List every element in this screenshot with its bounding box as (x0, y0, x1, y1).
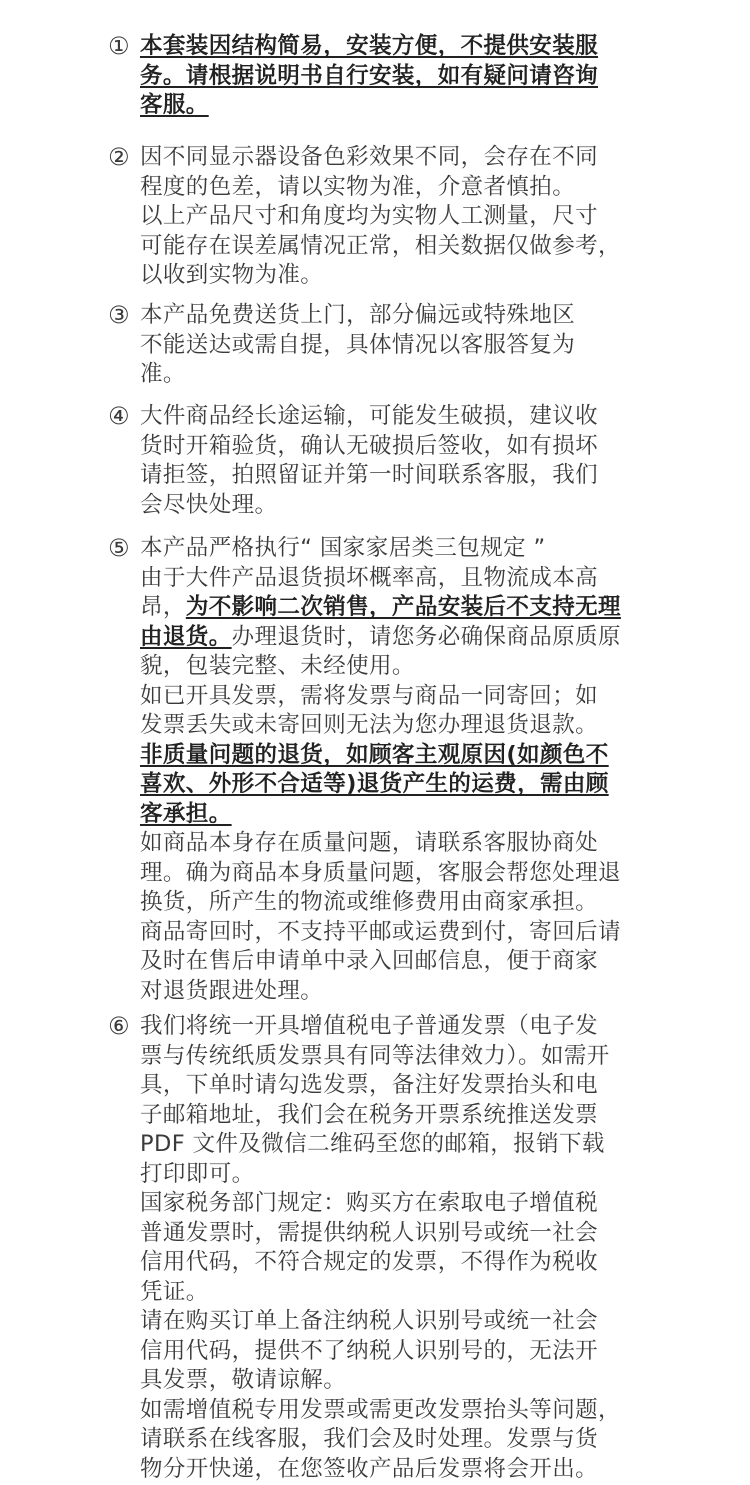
text-line (108, 1130, 668, 1160)
text-segment: 我们将统一开具增值税电子普通发票（电子发 (140, 1013, 599, 1039)
text-line (108, 593, 668, 623)
text-segment: 程度的色差，请以实物为准，介意者慎拍。 (140, 173, 576, 200)
notice-item-color-difference (108, 143, 668, 291)
text-line (108, 947, 668, 977)
item-number: ③ (108, 301, 130, 329)
item-text (108, 143, 668, 291)
item-text (108, 534, 668, 1006)
text-line (108, 1012, 668, 1042)
text-segment: 货时开箱验货，确认无破损后签收，如有损坏 (140, 432, 599, 459)
emphasized-text: 客服。 (140, 92, 209, 118)
emphasized-text: 由退货。 (140, 623, 232, 650)
text-line (108, 800, 668, 830)
text-line (108, 32, 668, 62)
notice-item-transport-damage (108, 402, 668, 520)
item-text (108, 301, 668, 390)
text-line (108, 859, 668, 889)
text-line (108, 432, 668, 462)
text-segment: 如需增值税专用发票或需更改发票抬头等问题， (140, 1396, 621, 1423)
text-segment: 由于大件产品退货损坏概率高，且物流成本高 (140, 564, 599, 591)
text-line (108, 623, 668, 653)
text-segment: 商品寄回时，不支持平邮或运费到付，寄回后请 (140, 918, 621, 945)
text-segment: 子邮箱地址，我们会在税务开票系统推送发票 (140, 1101, 599, 1128)
text-line (108, 564, 668, 594)
text-line (108, 491, 668, 521)
text-line (108, 301, 668, 331)
text-line (108, 261, 668, 291)
text-line (108, 1160, 668, 1190)
text-line (108, 202, 668, 232)
text-segment: 国家税务部门规定：购买方在索取电子增值税 (140, 1190, 599, 1216)
emphasized-text: 客承担。 (140, 800, 232, 827)
text-segment: 本产品严格执行“ 国家家居类三包规定 ” (140, 535, 546, 561)
item-number: ④ (108, 402, 130, 430)
text-line (108, 888, 668, 918)
text-segment: 因不同显示器设备色彩效果不同，会存在不同 (140, 144, 599, 170)
text-segment: 貌，包装完整、未经使用。 (140, 653, 415, 679)
text-line (108, 918, 668, 948)
text-line (108, 1455, 668, 1485)
item-number: ⑤ (108, 534, 130, 562)
text-line (108, 711, 668, 741)
item-text (108, 1012, 668, 1484)
item-text (108, 402, 668, 520)
text-line (108, 1396, 668, 1426)
text-segment: 以收到实物为准。 (140, 262, 324, 288)
text-segment: 打印即可。 (140, 1160, 255, 1187)
notice-item-invoice (108, 1012, 668, 1484)
emphasized-text: 本套装因结构简易，安装方便，不提供安装服 (140, 33, 599, 59)
text-line (108, 1307, 668, 1337)
text-line (108, 143, 668, 173)
text-segment: 对退货跟进处理。 (140, 977, 324, 1004)
text-segment: 办理退货时，请您务必确保商品原质原 (231, 623, 621, 650)
item-number: ⑥ (108, 1012, 130, 1040)
text-line (108, 1101, 668, 1131)
text-segment: 请联系在线客服，我们会及时处理。发票与货 (140, 1426, 599, 1452)
text-segment: 不能送达或需自提，具体情况以客服答复为 (140, 331, 576, 358)
text-segment: 发票丢失或未寄回则无法为您办理退货退款。 (140, 712, 599, 738)
text-line (108, 682, 668, 712)
text-segment: 具，下单时请勾选发票，备注好发票抬头和电 (140, 1072, 599, 1098)
text-segment: 准。 (140, 361, 186, 387)
text-segment: 如已开具发票，需将发票与商品一同寄回；如 (140, 682, 599, 709)
text-segment: 理。确为商品本身质量问题，客服会帮您处理退 (140, 859, 621, 886)
text-line (108, 977, 668, 1007)
text-line (108, 1248, 668, 1278)
text-line (108, 331, 668, 361)
emphasized-text: 为不影响二次销售，产品安装后不支持无理 (185, 594, 621, 620)
emphasized-text: 非质量问题的退货，如顾客主观原因(如颜色不 (140, 741, 609, 768)
item-number: ② (108, 143, 130, 171)
text-segment: 大件商品经长途运输，可能发生破损，建议收 (140, 403, 599, 429)
text-line (108, 232, 668, 262)
text-line (108, 173, 668, 203)
text-segment: 本产品免费送货上门，部分偏远或特殊地区 (140, 302, 576, 328)
text-line (108, 1219, 668, 1249)
text-segment: 信用代码，不符合规定的发票，不得作为税收 (140, 1249, 599, 1275)
text-line (108, 1071, 668, 1101)
text-line (108, 1366, 668, 1396)
emphasized-text: 务。请根据说明书自行安装，如有疑问请咨询 (140, 62, 599, 89)
text-line (108, 534, 668, 564)
text-line (108, 770, 668, 800)
notice-item-delivery (108, 301, 668, 390)
text-line (108, 829, 668, 859)
text-segment: 物分开快递，在您签收产品后发票将会开出。 (140, 1455, 599, 1482)
text-line (108, 461, 668, 491)
text-line (108, 402, 668, 432)
text-segment: 如商品本身存在质量问题，请联系客服协商处 (140, 830, 599, 856)
text-segment: 请拒签，拍照留证并第一时间联系客服，我们 (140, 462, 599, 488)
text-segment: 可能存在误差属情况正常，相关数据仅做参考， (140, 232, 621, 259)
text-segment: 具发票，敬请谅解。 (140, 1367, 347, 1393)
emphasized-text: 喜欢、外形不合适等)退货产生的运费，需由顾 (140, 771, 609, 797)
text-segment: 及时在售后申请单中录入回邮信息，便于商家 (140, 948, 599, 974)
text-segment: 会尽快处理。 (140, 491, 278, 518)
text-line (108, 741, 668, 771)
text-segment: 昂， (140, 594, 186, 620)
text-line (108, 1042, 668, 1072)
text-segment: 普通发票时，需提供纳税人识别号或统一社会 (140, 1219, 599, 1246)
text-line (108, 91, 668, 121)
text-segment: PDF 文件及微信二维码至您的邮箱，报销下载 (140, 1131, 605, 1157)
text-segment: 凭证。 (140, 1278, 209, 1305)
text-segment: 请在购买订单上备注纳税人识别号或统一社会 (140, 1308, 599, 1334)
text-segment: 以上产品尺寸和角度均为实物人工测量，尺寸 (140, 203, 599, 229)
notice-item-return-policy (108, 534, 668, 1006)
text-segment: 票与传统纸质发票具有同等法律效力）。如需开 (140, 1042, 610, 1069)
text-line (108, 1278, 668, 1308)
text-line (108, 1425, 668, 1455)
text-line (108, 360, 668, 390)
text-line (108, 1337, 668, 1367)
text-line (108, 62, 668, 92)
text-line (108, 1189, 668, 1219)
notice-item-installation (108, 32, 668, 121)
text-segment: 信用代码，提供不了纳税人识别号的，无法开 (140, 1337, 599, 1364)
item-number: ① (108, 32, 130, 60)
item-text (108, 32, 668, 121)
text-line (108, 652, 668, 682)
text-segment: 换货，所产生的物流或维修费用由商家承担。 (140, 889, 599, 915)
